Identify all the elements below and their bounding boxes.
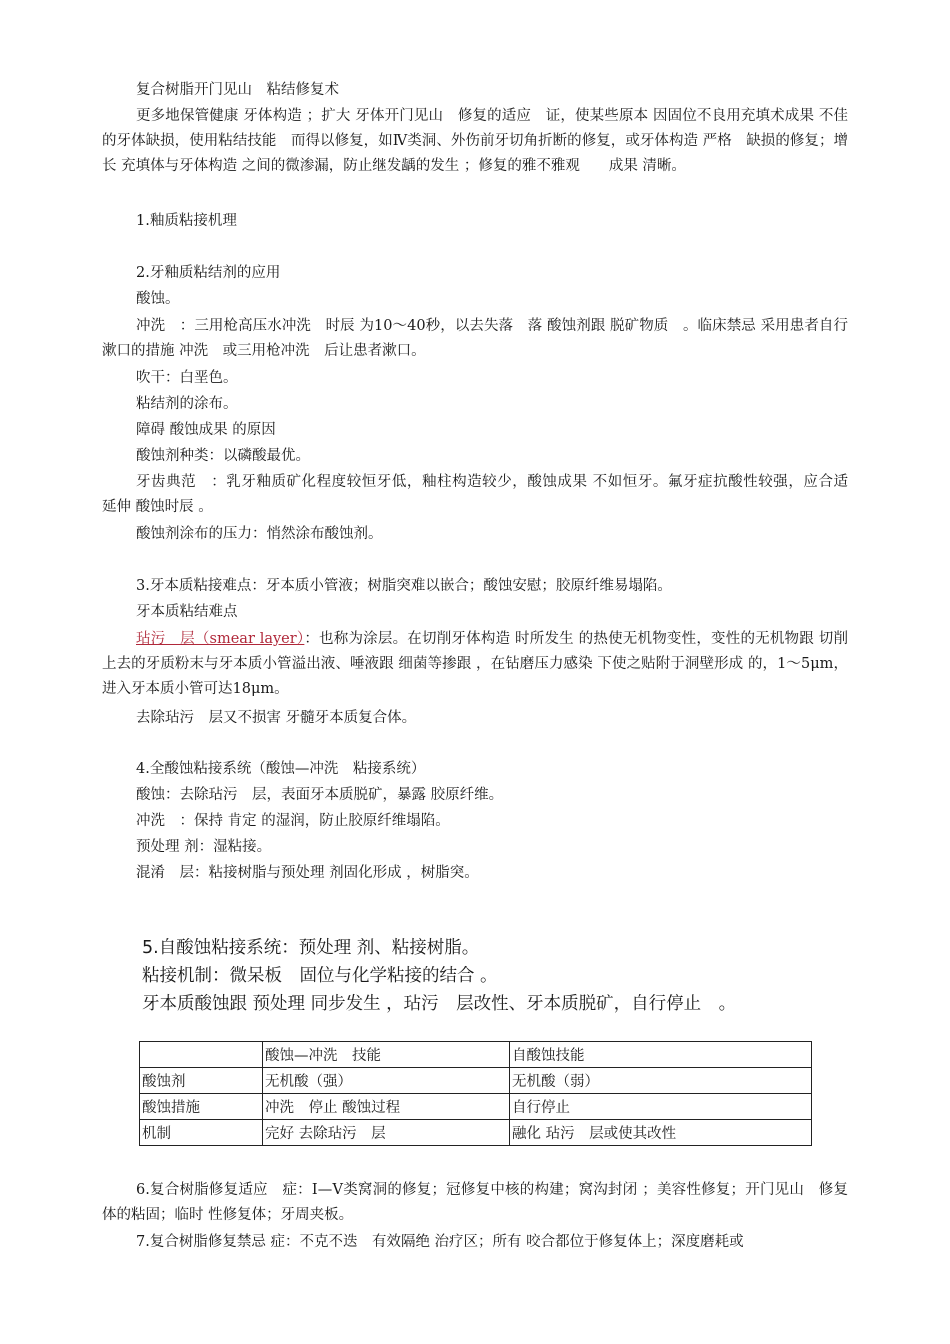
section-2-pressure: 酸蚀剂涂布的压力：悄然涂布酸蚀剂。	[136, 526, 383, 542]
table-cell: 融化 玷污 层或使其改性	[510, 1120, 812, 1146]
section-3-remove: 去除玷污 层又不损害 牙髓牙本质复合体。	[136, 710, 417, 726]
section-2-kind: 酸蚀剂种类：以磷酸最优。	[136, 448, 310, 464]
section-1-heading: 1.釉质粘接机理	[136, 213, 237, 229]
section-5-heading: 5.自酸蚀粘接系统：预处理 剂、粘接树脂。	[142, 938, 480, 958]
table-row	[140, 1120, 812, 1146]
table-cell: 完好 去除玷污 层	[263, 1120, 510, 1146]
section-2-etch: 酸蚀。	[136, 291, 180, 307]
section-4-etch: 酸蚀：去除玷污 层，表面牙本质脱矿，暴露 胶原纤维。	[136, 787, 504, 803]
section-5-mechanism: 粘接机制：微呆板 固位与化学粘接的结合 。	[142, 966, 498, 986]
table-header-row	[140, 1042, 812, 1068]
section-5-sync: 牙本质酸蚀跟 预处理 同步发生 ，玷污 层改性、牙本质脱矿，自行停止 。	[142, 994, 737, 1014]
section-4-rinse: 冲洗 ：保持 肯定 的湿润，防止胶原纤维塌陷。	[136, 813, 450, 829]
smear-layer-term: 玷污 层（smear layer）	[136, 631, 305, 647]
section-6-paragraph: 6.复合树脂修复适应 症：Ⅰ—Ⅴ类窝洞的修复；冠修复中核的构建；窝沟封闭 ；美容性修复；开门见山 修复体的粘固；临时 性修复体；牙周夹板。	[102, 1182, 848, 1223]
table-cell: 酸蚀措施	[140, 1094, 263, 1120]
table-cell: 自行停止	[510, 1094, 812, 1120]
table-row	[140, 1068, 812, 1094]
comparison-table	[139, 1041, 812, 1146]
doc-title: 复合树脂开门见山 粘结修复术	[136, 82, 339, 98]
section-2-heading: 2.牙釉质粘结剂的应用	[136, 265, 281, 281]
section-4-primer: 预处理 剂：湿粘接。	[136, 839, 272, 855]
table-cell: 机制	[140, 1120, 263, 1146]
section-2-coat: 粘结剂的涂布。	[136, 396, 238, 412]
table-cell	[140, 1042, 263, 1068]
table-cell: 冲洗 停止 酸蚀过程	[263, 1094, 510, 1120]
table-cell: 酸蚀剂	[140, 1068, 263, 1094]
section-2-factors: 障碍 酸蚀成果 的原因	[136, 422, 276, 438]
section-2-rinse: 冲洗 ：三用枪高压水冲洗 时辰 为10～40秒，以去失落 落 酸蚀剂跟 脱矿物质 。临床禁忌 采用患者自行漱口的措施 冲洗 或三用枪冲洗 后让患者漱口。	[102, 318, 848, 359]
table-header-cell: 酸蚀—冲洗 技能	[263, 1042, 510, 1068]
section-2-tooth: 牙齿典范 ：乳牙釉质矿化程度较恒牙低，釉柱构造较少，酸蚀成果 不如恒牙。氟牙症抗酸性较强，应合适 延伸 酸蚀时辰 。	[102, 474, 863, 515]
section-3-heading: 3.牙本质粘接难点：牙本质小管液；树脂突难以嵌合；酸蚀安慰；胶原纤维易塌陷。	[136, 578, 672, 594]
section-2-dry: 吹干：白垩色。	[136, 370, 238, 386]
section-3-sub: 牙本质粘结难点	[136, 604, 238, 620]
smear-layer-desc: ：也称为涂层。在切削牙体构造 时所发生 的热使无机物变性，变性的无机物跟 切削上去的牙质粉末与牙本质小管溢出液、唾液跟 细菌等掺跟 ，在钻磨压力感染 下使之贴附于洞壁形成 的，1～5μm，进入牙本质小管可达18μm。	[102, 631, 848, 697]
section-4-heading: 4.全酸蚀粘接系统（酸蚀—冲洗 粘接系统）	[136, 761, 426, 777]
section-7-paragraph: 7.复合树脂修复禁忌 症：不克不迭 有效隔绝 治疗区；所有 咬合都位于修复体上；深度磨耗或	[136, 1234, 744, 1250]
table-cell: 无机酸（强）	[263, 1068, 510, 1094]
section-4-hybrid: 混淆 层：粘接树脂与预处理 剂固化形成 ，树脂突。	[136, 865, 479, 881]
intro-paragraph: 更多地保管健康 牙体构造 ；扩大 牙体开门见山 修复的适应 证，使某些原本 因固位不良用充填术成果 不佳 的牙体缺损，使用粘结技能 而得以修复，如Ⅳ类洞、外伤前牙切角折断的修复，或牙体构造 严格 缺损的修复；增长 充填体与牙体构造 之间的微渗漏，防止继发龋的发生 ；修复的雅不雅观 成果 清晰。	[102, 108, 863, 174]
table-row	[140, 1094, 812, 1120]
table-cell: 无机酸（弱）	[510, 1068, 812, 1094]
table-header-cell: 自酸蚀技能	[510, 1042, 812, 1068]
section-3-smear-paragraph	[102, 627, 848, 702]
